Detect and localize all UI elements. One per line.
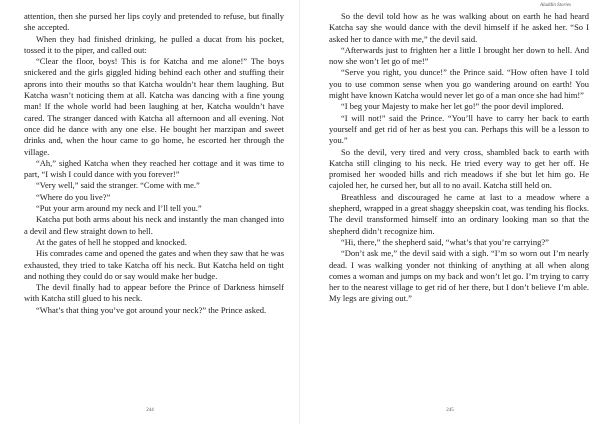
running-head: Aladdin Stories [540,3,571,8]
paragraph: “Serve you right, you dunce!” the Prince said. “How often have I told you to use common sense when you go wandering around on earth! You might have known Katcha would never let go of a man once she had him!” [329,67,589,101]
right-page [300,0,600,424]
paragraph: When they had finished drinking, he pulled a ducat from his pocket, tossed it to the piper, and called out: [24,33,284,55]
paragraph: “What’s that thing you’ve got around your neck?” the Prince asked. [36,304,267,315]
paragraph: At the gates of hell he stopped and knocked. [36,236,187,247]
right-page-text [329,11,589,305]
paragraph: “Put your arm around my neck and I’ll tell you.” [36,203,202,214]
paragraph: So the devil, very tired and very cross, shambled back to earth with Katcha still clinging to his neck. He tried every way to get her off. He promised her wooded hills and rich meadows if she but let him go. He cajoled her, he cursed her, but all to no avail. Katcha still held on. [329,146,589,191]
paragraph: Katcha put both arms about his neck and instantly the man changed into a devil and flew straight down to hell. [24,214,284,236]
paragraph: His comrades came and opened the gates and when they saw that he was exhausted, they tried to take Katcha off his neck. But Katcha held on tight and nothing they could do or say would make her budge. [24,248,284,281]
paragraph: “Where do you live?” [36,191,111,202]
paragraph: The devil finally had to appear before the Prince of Darkness himself with Katcha still glued to his neck. [24,282,284,304]
left-page-text [24,11,284,316]
paragraph: “Afterwards just to frighten her a little I brought her down to hell. And now she won’t let go of me!” [329,44,589,67]
paragraph: “Clear the floor, boys! This is for Katcha and me alone!” The boys snickered and the girls giggled hiding behind each other and stuffing their aprons into their mouths so that Katcha wouldn’t hear them laughing. But Katcha wasn’t noticing them at all. Katcha was dancing with a fine young man! If the whole world had been laughing at her, Katcha wouldn’t have cared. The stranger danced with Katcha all afternoon and all evening. Not once did he dance with any one else. He bought her marzipan and sweet drinks and, when the hour came to go home, he escorted her through the village. [24,56,284,157]
paragraph: Breathless and discouraged he came at last to a meadow where a shepherd, wrapped in a great shaggy sheepskin coat, was tending his flocks. The devil transformed himself into an ordinary looking man so that the shepherd didn’t recognize him. [329,191,589,236]
paragraph: “Very well,” said the stranger. “Come with me.” [36,180,200,191]
page-number: 245 [446,408,454,413]
paragraph: So the devil told how as he was walking about on earth he had heard Katcha say she would dance with the devil himself if he asked her. “So I asked her to dance with me,” the devil said. [329,11,589,44]
paragraph: “I beg your Majesty to make her let go!” the poor devil implored. [341,101,564,112]
paragraph: “Ah,” sighed Katcha when they reached her cottage and it was time to part, “I wish I could dance with you forever!” [24,157,284,180]
paragraph: “Hi, there,” the shepherd said, “what’s that you’re carrying?” [341,236,549,247]
paragraph: attention, then she pursed her lips coyly and pretended to refuse, but finally she accepted. [24,11,284,33]
paragraph: “Don’t ask me,” the devil said with a sigh. “I’m so worn out I’m nearly dead. I was walking yonder not thinking of anything at all when along comes a woman and jumps on my back and won’t let go. I’m trying to carry her to the nearest village to get rid of her there, but I don’t believe I’m able. My legs are giving out.” [329,248,589,304]
page-number: 244 [146,408,154,413]
paragraph: “I will not!” said the Prince. “You’ll have to carry her back to earth yourself and get rid of her as best you can. Perhaps this will be a lesson to you.” [329,112,589,146]
